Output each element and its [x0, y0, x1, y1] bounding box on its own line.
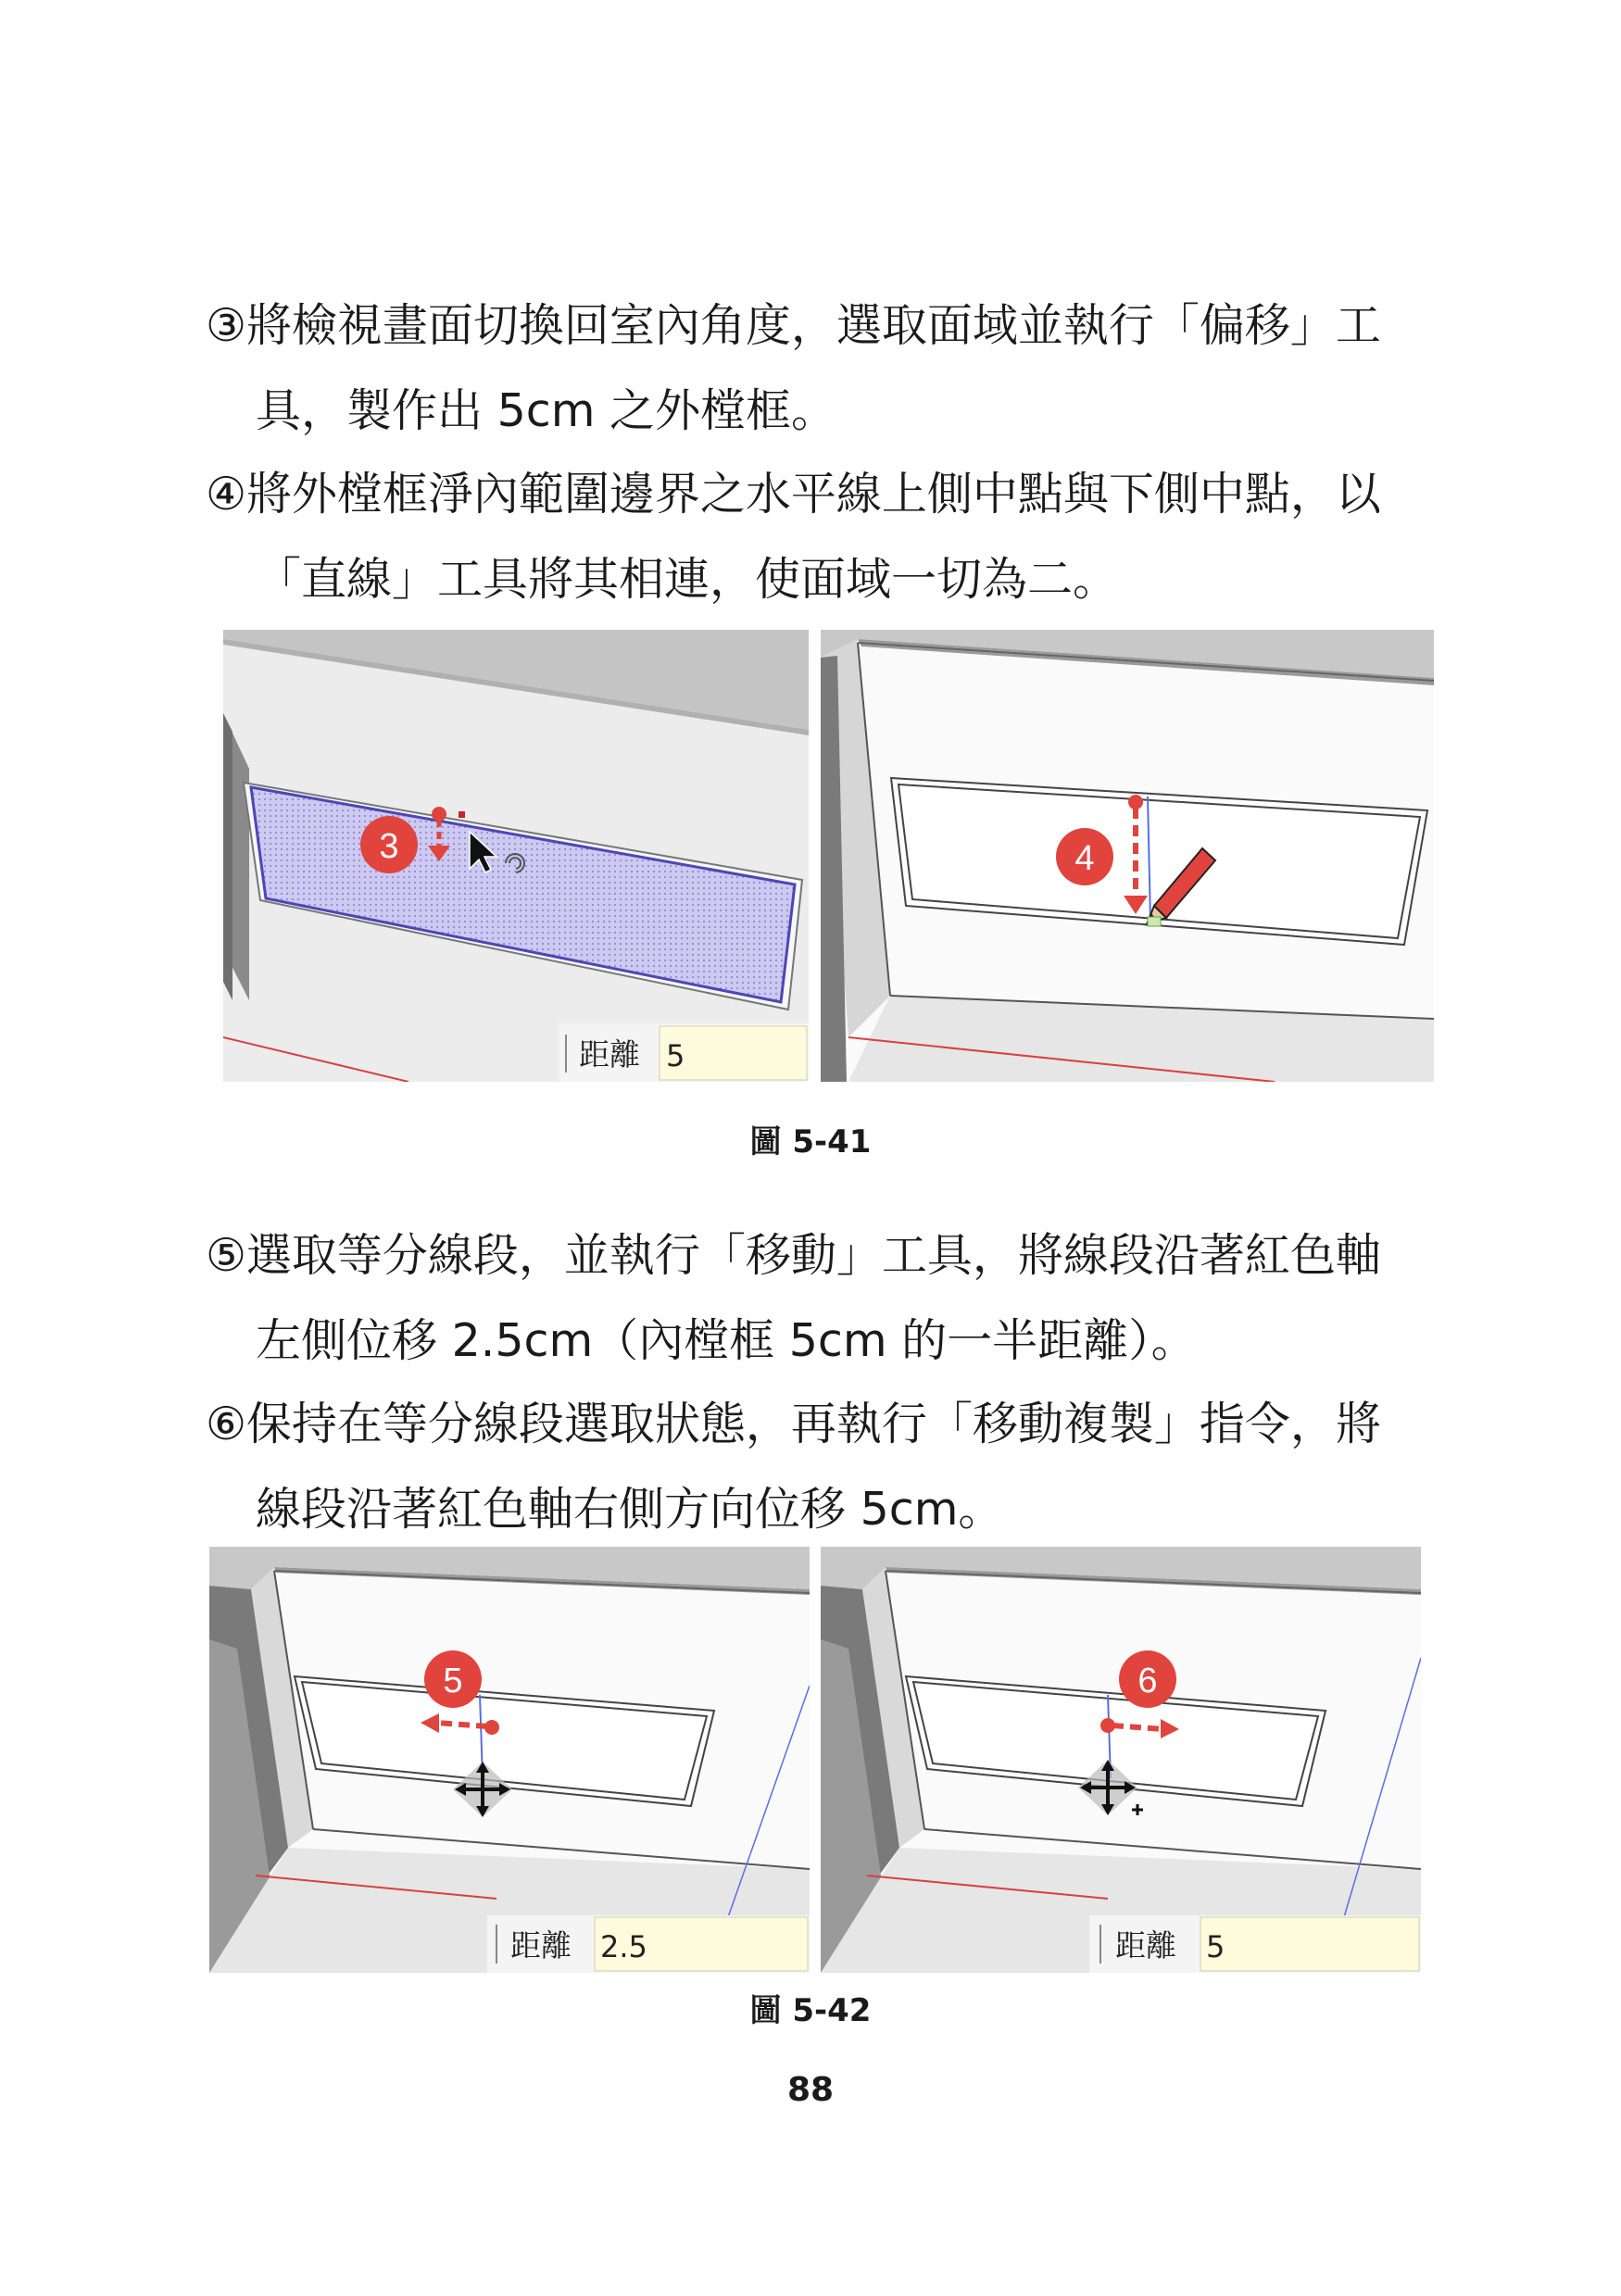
step-5-paragraph: [206, 1213, 1447, 1384]
distance-label: 距離: [1115, 1927, 1176, 1964]
distance-value[interactable]: 5: [666, 1038, 685, 1073]
figure-5-42-left-screenshot: [209, 1547, 810, 1973]
step-badge-6-label: 6: [1137, 1662, 1158, 1700]
step-4-paragraph: [206, 452, 1447, 622]
step-badge-5: [424, 1650, 482, 1708]
figure-5-42-caption: 圖 5-42: [749, 1992, 872, 2029]
step-4-line-1: ④將外樘框淨內範圍邊界之水平線上側中點與下側中點，以: [206, 468, 1381, 521]
page-number: 88: [786, 2071, 835, 2109]
step-3-line-2: 具，製作出 5cm 之外樘框。: [256, 384, 836, 437]
figure-5-41-left-screenshot: [223, 630, 809, 1082]
step-6-paragraph: [206, 1382, 1447, 1552]
step-3-paragraph: [206, 283, 1447, 454]
figure-5-41-right-screenshot: [821, 630, 1434, 1082]
distance-label: 距離: [579, 1036, 640, 1073]
step-4-line-2: 「直線」工具將其相連，使面域一切為二。: [256, 553, 1119, 606]
distance-input-box[interactable]: [487, 1915, 810, 1973]
offset-origin-dot: [432, 807, 446, 822]
distance-value[interactable]: 5: [1206, 1929, 1225, 1964]
step-badge-3: [360, 816, 418, 873]
step-3-line-1: ③將檢視畫面切換回室內角度，選取面域並執行「偏移」工: [206, 299, 1381, 352]
step-5-line-1: ⑤選取等分線段，並執行「移動」工具，將線段沿著紅色軸: [206, 1229, 1381, 1282]
step-badge-3-label: 3: [379, 827, 399, 866]
step-6-line-2: 線段沿著紅色軸右側方向位移 5cm。: [256, 1483, 1004, 1536]
figure-5-41-caption: 圖 5-41: [749, 1123, 872, 1161]
step-badge-5-label: 5: [443, 1662, 463, 1700]
step-badge-4: [1056, 828, 1113, 885]
step-badge-6: [1119, 1650, 1176, 1708]
distance-label: 距離: [510, 1927, 572, 1964]
distance-input-box[interactable]: [1089, 1915, 1421, 1973]
distance-input-box[interactable]: [559, 1023, 809, 1082]
step-6-line-1: ⑥保持在等分線段選取狀態，再執行「移動複製」指令，將: [206, 1398, 1381, 1450]
step-5-line-2: 左側位移 2.5cm（內樘框 5cm 的一半距離）。: [256, 1314, 1197, 1367]
figure-5-42-right-screenshot: [821, 1547, 1421, 1973]
step-badge-4-label: 4: [1074, 839, 1095, 878]
distance-value[interactable]: 2.5: [600, 1929, 647, 1964]
